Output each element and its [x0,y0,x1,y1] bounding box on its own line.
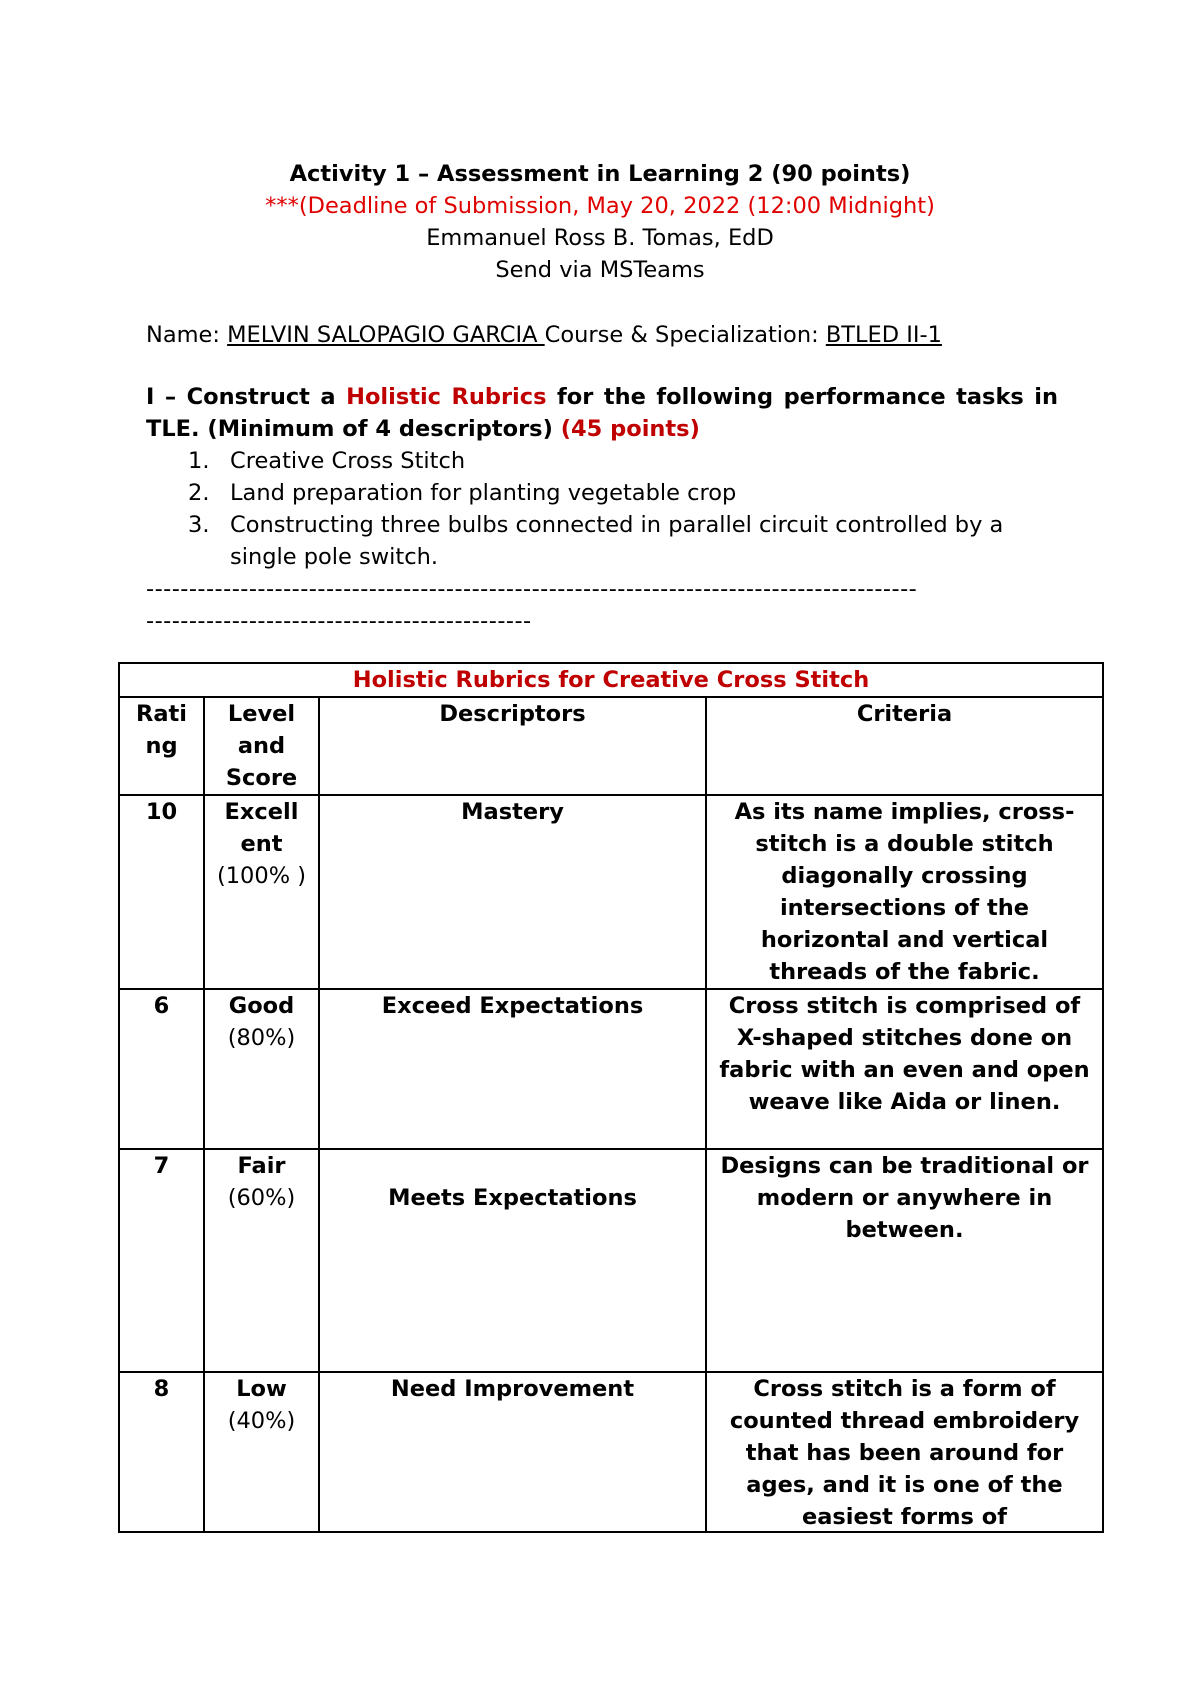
separator-line [146,573,917,637]
criteria-cell [706,1372,1103,1532]
course-label: Course & Specialization: [544,322,826,348]
instruction-text-b: for the following performance tasks in TLE. (Minimum of 4 descriptors) [146,384,1059,442]
instruction-points: (45 points) [560,416,700,442]
level-name: Low [236,1376,287,1402]
list-text: Constructing three bulbs connected in parallel circuit controlled by a single pole switch. [230,512,1004,570]
column-header-criteria: Criteria [706,697,1103,795]
course-value: BTLED II-1 [825,322,942,348]
rating-cell: 6 [119,989,204,1149]
table-caption: Holistic Rubrics for Creative Cross Stitch [119,663,1103,697]
column-header-descriptors: Descriptors [319,697,706,795]
separator-line-1: ------------------------------------------------------------------------------------------ [146,576,918,602]
list-item [146,477,1058,509]
rating-cell: 8 [119,1372,204,1532]
column-header-rating: Rati ng [119,697,204,795]
level-cell [204,795,319,989]
list-number: 2. [188,480,210,506]
table-caption-row [119,663,1103,697]
level-percent: (40%) [227,1408,296,1434]
level-percent: (60%) [227,1185,296,1211]
list-number: 1. [188,448,210,474]
level-cell [204,989,319,1149]
deadline-notice: ***(Deadline of Submission, May 20, 2022 (12:00 Midnight) [265,193,935,219]
table-row [119,1149,1103,1372]
descriptor-cell: Need Improvement [319,1372,706,1532]
criteria-cell: Designs can be traditional or modern or anywhere in between. [706,1149,1103,1372]
level-name: Fair [237,1153,286,1179]
descriptor-cell: Mastery [319,795,706,989]
rating-cell: 10 [119,795,204,989]
table-row [119,989,1103,1149]
rating-cell: 7 [119,1149,204,1372]
student-name: MELVIN SALOPAGIO GARCIA [227,322,545,348]
descriptor-cell: Exceed Expectations [319,989,706,1149]
separator-line-2: --------------------------------------------- [146,608,532,634]
student-info [146,319,942,351]
list-text: Creative Cross Stitch [230,448,466,474]
level-percent: (100% ) [216,863,307,889]
list-item [146,445,1058,477]
rubric-table [118,662,1104,1533]
level-cell [204,1372,319,1532]
table-row [119,1372,1103,1532]
level-percent: (80%) [227,1025,296,1051]
table-header-row [119,697,1103,795]
criteria-text: Cross stitch is a form of counted thread embroidery that has been around for ages, and it is one of the easiest forms of [729,1376,1080,1530]
submission-method: Send via MSTeams [495,257,705,283]
criteria-cell: As its name implies, cross-stitch is a double stitch diagonally crossing intersections of the horizontal and vertical threads of the fabric. [706,795,1103,989]
criteria-cell: Cross stitch is comprised of X-shaped stitches done on fabric with an even and open weave like Aida or linen. [706,989,1103,1149]
level-name: Good [228,993,295,1019]
document-header [0,158,1200,286]
column-header-level: Level and Score [204,697,319,795]
level-cell [204,1149,319,1372]
table-row [119,795,1103,989]
list-text: Land preparation for planting vegetable crop [230,480,737,506]
level-name: Excell ent [224,799,299,857]
name-label: Name: [146,322,228,348]
activity-title: Activity 1 – Assessment in Learning 2 (90 points) [289,161,911,187]
task-list [146,445,1058,573]
list-number: 3. [188,512,210,538]
descriptor-cell: Meets Expectations [319,1149,706,1372]
instructor-name: Emmanuel Ross B. Tomas, EdD [426,225,774,251]
section-instruction [146,381,1058,445]
instruction-text-a: I – Construct a [146,384,347,410]
instruction-highlight: Holistic Rubrics [346,384,547,410]
list-item [146,509,1058,573]
